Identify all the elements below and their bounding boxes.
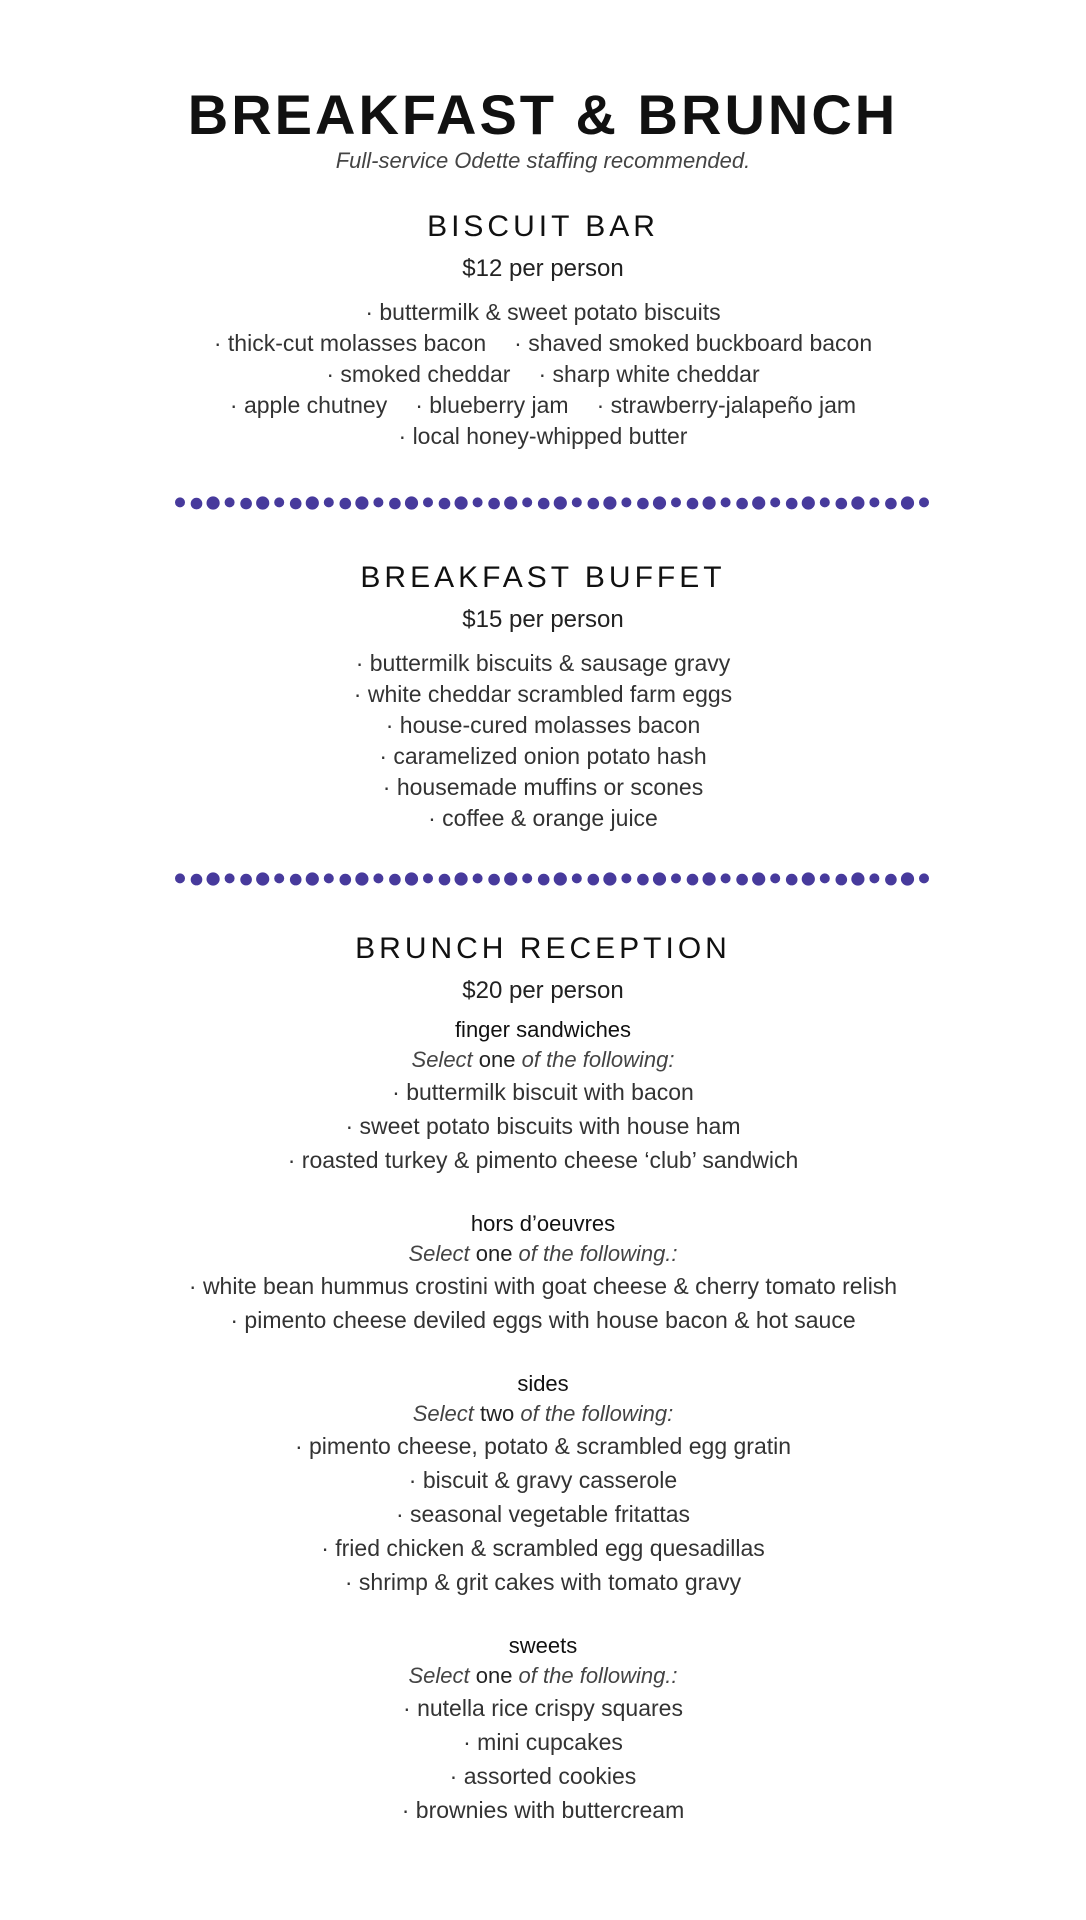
divider-dot [752,496,765,509]
list-item: · white cheddar scrambled farm eggs [353,681,733,707]
list-item: · nutella rice crispy squares [403,1695,683,1721]
divider-dot [572,873,582,883]
list-item: · smoked cheddar · sharp white cheddar [326,361,760,387]
list-item: · pimento cheese, potato & scrambled egg gratin [294,1433,792,1459]
list-item: · roasted turkey & pimento cheese ‘club’ sandwich [287,1147,799,1173]
list-item: · thick-cut molasses bacon · shaved smoked buckboard bacon [213,330,873,356]
list-item: · buttermilk biscuit with bacon [392,1079,694,1105]
divider-dot [389,874,401,886]
divider-dot [869,497,879,507]
divider-dot [919,873,929,883]
divider-dot [820,497,830,507]
divider-dot [290,498,302,510]
divider-dot [603,872,616,885]
divider-dot [653,496,666,509]
divider-dot [736,874,748,886]
divider-dot [290,874,302,886]
divider-dot [572,497,582,507]
divider-dot [637,874,649,886]
divider-dot [885,498,897,510]
divider-dot [736,498,748,510]
divider-dot [473,873,483,883]
list-item: · local honey-whipped butter [398,423,688,449]
divider-dot [522,497,532,507]
selection-note: Select two of the following: [412,1401,674,1426]
divider-dot [752,872,765,885]
finger-sandwiches-group [0,1015,1086,1177]
sweets-group [0,1631,1086,1827]
divider-dot [240,498,252,510]
divider-dot [455,496,468,509]
list-item: · assorted cookies [449,1763,637,1789]
divider-dot [191,498,203,510]
divider-dot [603,496,616,509]
group-heading: hors d’oeuvres [470,1211,616,1236]
list-item: · fried chicken & scrambled egg quesadillas [321,1535,765,1561]
section-price: $15 per person [462,606,624,633]
divider-dot [240,874,252,886]
divider-dot [621,497,631,507]
divider-dot [423,497,433,507]
divider-dot [885,874,897,886]
divider-dot [687,874,699,886]
divider-dot [703,872,716,885]
divider-dot [256,872,269,885]
list-item: · sweet potato biscuits with house ham [345,1113,741,1139]
divider-dot [538,498,550,510]
divider-dot [919,497,929,507]
divider-dot [802,872,815,885]
divider-dot [488,498,500,510]
divider-dot [901,496,914,509]
page-title: BREAKFAST & BRUNCH [187,83,899,146]
divider-dot [721,873,731,883]
divider-dot [207,496,220,509]
divider-dot [355,872,368,885]
divider-dot [373,497,383,507]
divider-dot [687,498,699,510]
divider-dot [455,872,468,885]
divider-dot [504,496,517,509]
divider-dot [355,496,368,509]
divider-dot [820,873,830,883]
list-item: · housemade muffins or scones [382,774,704,800]
section-title: BREAKFAST BUFFET [360,561,726,594]
divider-dot [207,872,220,885]
section-price: $12 per person [462,255,624,282]
divider-dot [671,497,681,507]
hors-doeuvres-group [0,1209,1086,1337]
section-title: BRUNCH RECEPTION [355,932,731,965]
divider-dot [671,873,681,883]
divider-dot [554,496,567,509]
item-list [0,648,1086,834]
divider-dot [703,496,716,509]
list-item: · mini cupcakes [463,1729,623,1755]
list-item: · buttermilk biscuits & sausage gravy [355,650,731,676]
divider-dot [554,872,567,885]
divider-dot [786,498,798,510]
dotted-divider [172,869,932,889]
page-subtitle: Full-service Odette staffing recommended. [335,148,751,173]
list-item: · seasonal vegetable fritattas [395,1501,691,1527]
divider-dot [274,873,284,883]
biscuit-bar-section [0,209,1086,452]
brunch-groups [0,1015,1086,1827]
list-item: · biscuit & gravy casserole [408,1467,678,1493]
list-item: · shrimp & grit cakes with tomato gravy [344,1569,742,1595]
divider-dot [869,873,879,883]
group-heading: sweets [508,1633,578,1658]
divider-dot [306,872,319,885]
section-price: $20 per person [462,977,624,1004]
divider-dot [306,496,319,509]
divider-dot [901,872,914,885]
divider-dot [225,873,235,883]
divider-dot [588,498,600,510]
list-item: · apple chutney · blueberry jam · strawberry-jalapeño jam [229,392,857,418]
item-list [0,297,1086,452]
divider-dot [802,496,815,509]
divider-dot [423,873,433,883]
divider-dot [721,497,731,507]
dotted-divider [172,493,932,513]
divider-dot [340,498,352,510]
selection-note: Select one of the following: [411,1047,675,1072]
list-item: · coffee & orange juice [428,805,658,831]
divider-dot [439,498,451,510]
divider-dot [373,873,383,883]
divider-dot [770,873,780,883]
divider-dot [191,874,203,886]
divider-dot [324,497,334,507]
selection-note: Select one of the following.: [408,1663,678,1688]
divider-dot [340,874,352,886]
list-item: · house-cured molasses bacon [385,712,701,738]
divider-dot [473,497,483,507]
group-heading: finger sandwiches [454,1017,632,1042]
divider-dot [405,872,418,885]
divider-dot [786,874,798,886]
sides-group [0,1369,1086,1599]
list-item: · brownies with buttercream [401,1797,685,1823]
divider-dot [439,874,451,886]
divider-dot [324,873,334,883]
list-item: · caramelized onion potato hash [379,743,707,769]
list-item: · white bean hummus crostini with goat cheese & cherry tomato relish [188,1273,898,1299]
divider-dot [770,497,780,507]
divider-dot [836,874,848,886]
divider-dot [504,872,517,885]
breakfast-buffet-section [0,560,1086,834]
divider-dot [637,498,649,510]
brunch-reception-section [0,931,1086,1007]
divider-dot [851,496,864,509]
section-title: BISCUIT BAR [427,210,659,243]
divider-dot [488,874,500,886]
selection-note: Select one of the following.: [408,1241,678,1266]
divider-dot [389,498,401,510]
list-item: · pimento cheese deviled eggs with house bacon & hot sauce [230,1307,856,1333]
group-heading: sides [517,1371,569,1396]
divider-dot [588,874,600,886]
divider-dot [851,872,864,885]
divider-dot [522,873,532,883]
divider-dot [405,496,418,509]
divider-dot [621,873,631,883]
divider-dot [653,872,666,885]
divider-dot [175,497,185,507]
divider-dot [538,874,550,886]
list-item: · buttermilk & sweet potato biscuits [365,299,721,325]
divider-dot [836,498,848,510]
divider-dot [175,873,185,883]
divider-dot [225,497,235,507]
divider-dot [274,497,284,507]
divider-dot [256,496,269,509]
